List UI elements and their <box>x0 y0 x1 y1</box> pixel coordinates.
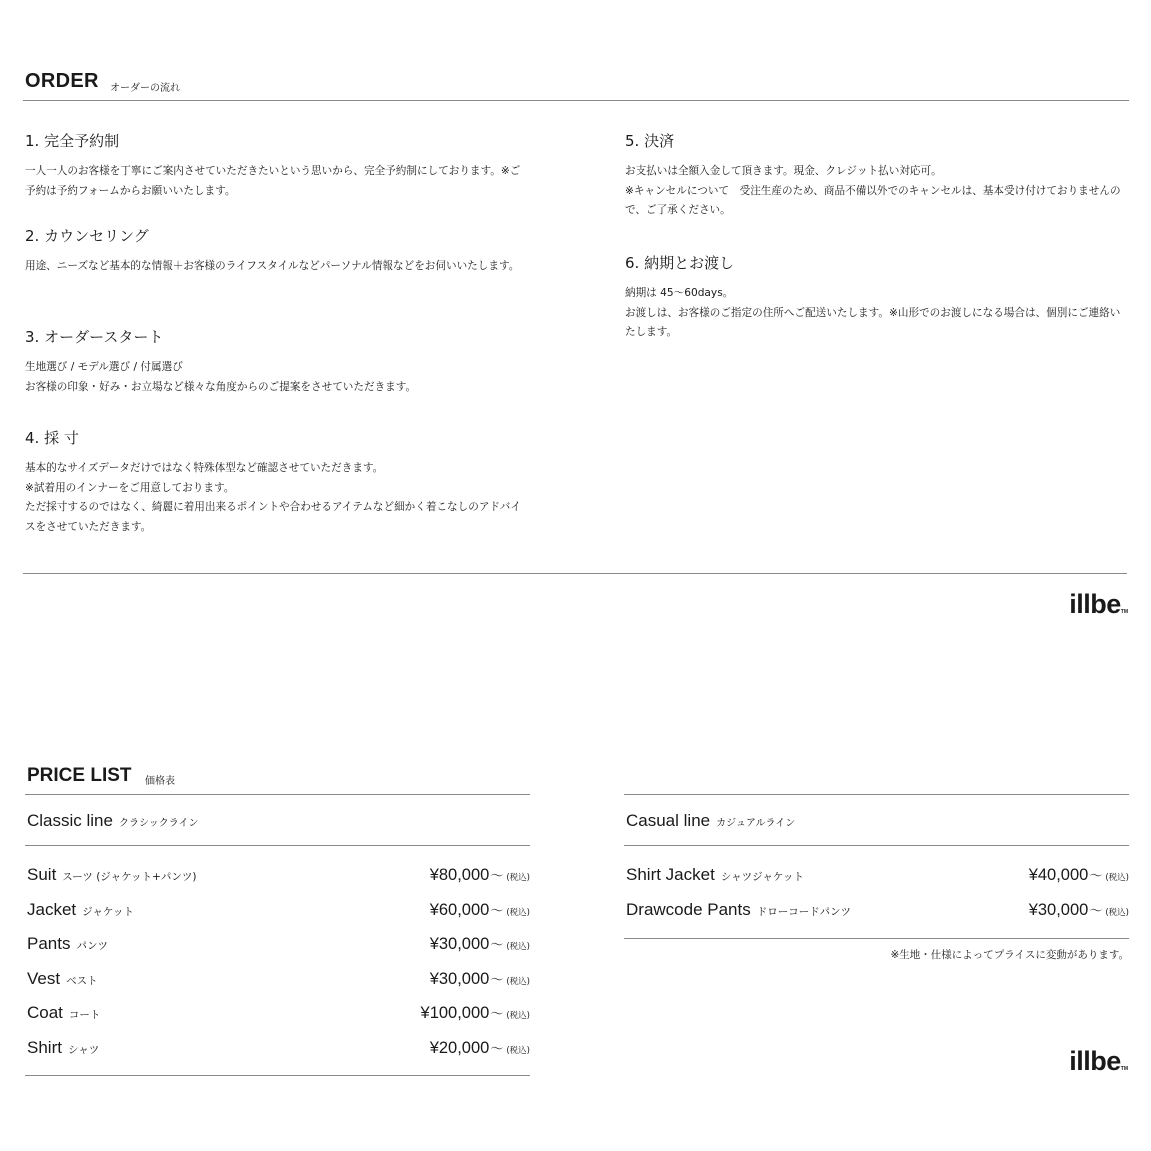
casual-bottom-divider <box>624 938 1129 939</box>
item-name-ja: シャツジャケット <box>720 871 804 883</box>
item-price: ¥60,000 <box>429 900 490 919</box>
price-suffix: 〜 <box>1089 903 1103 919</box>
item-name: Jacket <box>27 899 77 919</box>
price-suffix: 〜 <box>490 1007 504 1022</box>
order-title: ORDER <box>25 70 99 92</box>
step-heading: 3. オーダースタート <box>25 328 164 346</box>
price-row <box>27 934 530 969</box>
price-row <box>626 865 1129 900</box>
item-name: Shirt <box>27 1037 62 1057</box>
tax-label: (税込) <box>1105 907 1129 918</box>
item-name-ja: スーツ (ジャケット+パンツ) <box>62 871 197 883</box>
price-suffix: 〜 <box>490 869 504 884</box>
tax-label: (税込) <box>506 907 530 918</box>
casual-line-title <box>626 811 795 831</box>
brand-logo-bottom <box>1069 1046 1128 1077</box>
item-price: ¥40,000 <box>1028 866 1089 884</box>
price-suffix: 〜 <box>1089 869 1103 884</box>
casual-line-label: Casual line <box>626 811 711 830</box>
order-step-5 <box>625 132 1130 221</box>
classic-line-title <box>27 811 198 831</box>
tax-label: (税込) <box>506 942 530 952</box>
item-name: Vest <box>27 968 61 988</box>
tax-label: (税込) <box>506 976 530 987</box>
price-note: ※生地・仕様によってプライスに変動があります。 <box>890 949 1129 961</box>
brand-logo <box>1069 589 1128 620</box>
item-price: ¥100,000 <box>420 1004 490 1022</box>
item-price: ¥30,000 <box>429 935 490 953</box>
price-row <box>27 865 530 900</box>
casual-header-divider <box>624 845 1129 846</box>
order-step-4 <box>25 429 530 537</box>
step-body: 用途、ニーズなど基本的な情報＋お客様のライフスタイルなどパーソナル情報などをお伺いいたします。 <box>25 260 520 272</box>
item-name-ja: コート <box>68 1009 101 1021</box>
step-body: 納期は 45〜60days。 お渡しは、お客様のご指定の住所へご配送いたします。※山形でのお渡しになる場合は、個別にご連絡いたします。 <box>625 287 1121 338</box>
step-heading: 4. 採 寸 <box>25 429 79 447</box>
step-heading: 2. カウンセリング <box>25 227 149 245</box>
step-heading: 1. 完全予約制 <box>25 132 120 150</box>
order-bottom-divider <box>23 573 1127 574</box>
order-step-2 <box>25 227 530 277</box>
price-row <box>27 1003 530 1038</box>
item-name: Pants <box>27 934 71 953</box>
order-step-6 <box>625 254 1130 343</box>
item-name: Coat <box>27 1003 63 1022</box>
item-price: ¥20,000 <box>429 1038 490 1057</box>
classic-line-label: Classic line <box>27 811 113 830</box>
classic-bottom-divider <box>25 1075 530 1076</box>
item-name: Shirt Jacket <box>626 865 715 884</box>
logo-text: illbe <box>1069 1046 1121 1076</box>
classic-top-divider <box>25 794 530 795</box>
price-suffix: 〜 <box>490 1041 504 1057</box>
classic-price-table <box>27 865 530 1072</box>
price-list-subtitle: 価格表 <box>145 776 175 787</box>
item-name-ja: パンツ <box>76 940 108 952</box>
item-name-ja: ドローコードパンツ <box>756 905 852 918</box>
logo-tm: TM <box>1120 609 1128 615</box>
item-name-ja: シャツ <box>67 1043 100 1056</box>
item-price: ¥30,000 <box>429 969 490 988</box>
item-name-ja: ジャケット <box>82 905 134 918</box>
price-row <box>27 1038 530 1073</box>
item-price: ¥30,000 <box>1028 900 1089 919</box>
item-name-ja: ベスト <box>66 974 98 987</box>
step-heading: 5. 決済 <box>625 132 675 150</box>
tax-label: (税込) <box>1105 873 1129 883</box>
order-top-divider <box>23 100 1129 101</box>
tax-label: (税込) <box>506 873 530 883</box>
price-suffix: 〜 <box>490 972 504 988</box>
price-suffix: 〜 <box>490 903 504 919</box>
step-heading: 6. 納期とお渡し <box>625 254 735 272</box>
price-row <box>27 969 530 1004</box>
step-body: 一人一人のお客様を丁寧にご案内させていただきたいという思いから、完全予約制にしております。※ご予約は予約フォームからお願いいたします。 <box>25 165 521 197</box>
tax-label: (税込) <box>506 1045 530 1056</box>
order-subtitle: オーダーの流れ <box>110 83 180 94</box>
item-price: ¥80,000 <box>429 866 490 884</box>
price-row <box>626 900 1129 935</box>
order-step-3 <box>25 328 530 397</box>
step-body: お支払いは全額入金して頂きます。現金、クレジット払い対応可。 ※キャンセルについて 受注生産のため、商品不備以外でのキャンセルは、基本受け付けておりませんので、ご了承ください。 <box>625 165 1121 216</box>
item-name: Drawcode Pants <box>626 899 751 919</box>
item-name: Suit <box>27 865 57 884</box>
logo-tm: TM <box>1120 1066 1128 1072</box>
classic-header-divider <box>25 845 530 846</box>
tax-label: (税込) <box>506 1011 530 1021</box>
logo-text: illbe <box>1069 589 1121 619</box>
casual-line-subtitle: カジュアルライン <box>716 818 796 829</box>
casual-price-table <box>626 865 1129 934</box>
classic-line-subtitle: クラシックライン <box>118 818 199 829</box>
price-row <box>27 900 530 935</box>
step-body: 基本的なサイズデータだけではなく特殊体型など確認させていただきます。 ※試着用のインナーをご用意しております。 ただ採寸するのではなく、綺麗に着用出来るポイントや合わせるアイテムなど細かく着こなしのアドバイスをさせていただきます。 <box>25 462 521 533</box>
price-suffix: 〜 <box>490 938 504 953</box>
order-step-1 <box>25 132 530 201</box>
price-list-title: PRICE LIST <box>27 765 132 786</box>
step-body: 生地選び / モデル選び / 付属選び お客様の印象・好み・お立場など様々な角度からのご提案をさせていただきます。 <box>25 361 417 393</box>
casual-top-divider <box>624 794 1129 795</box>
